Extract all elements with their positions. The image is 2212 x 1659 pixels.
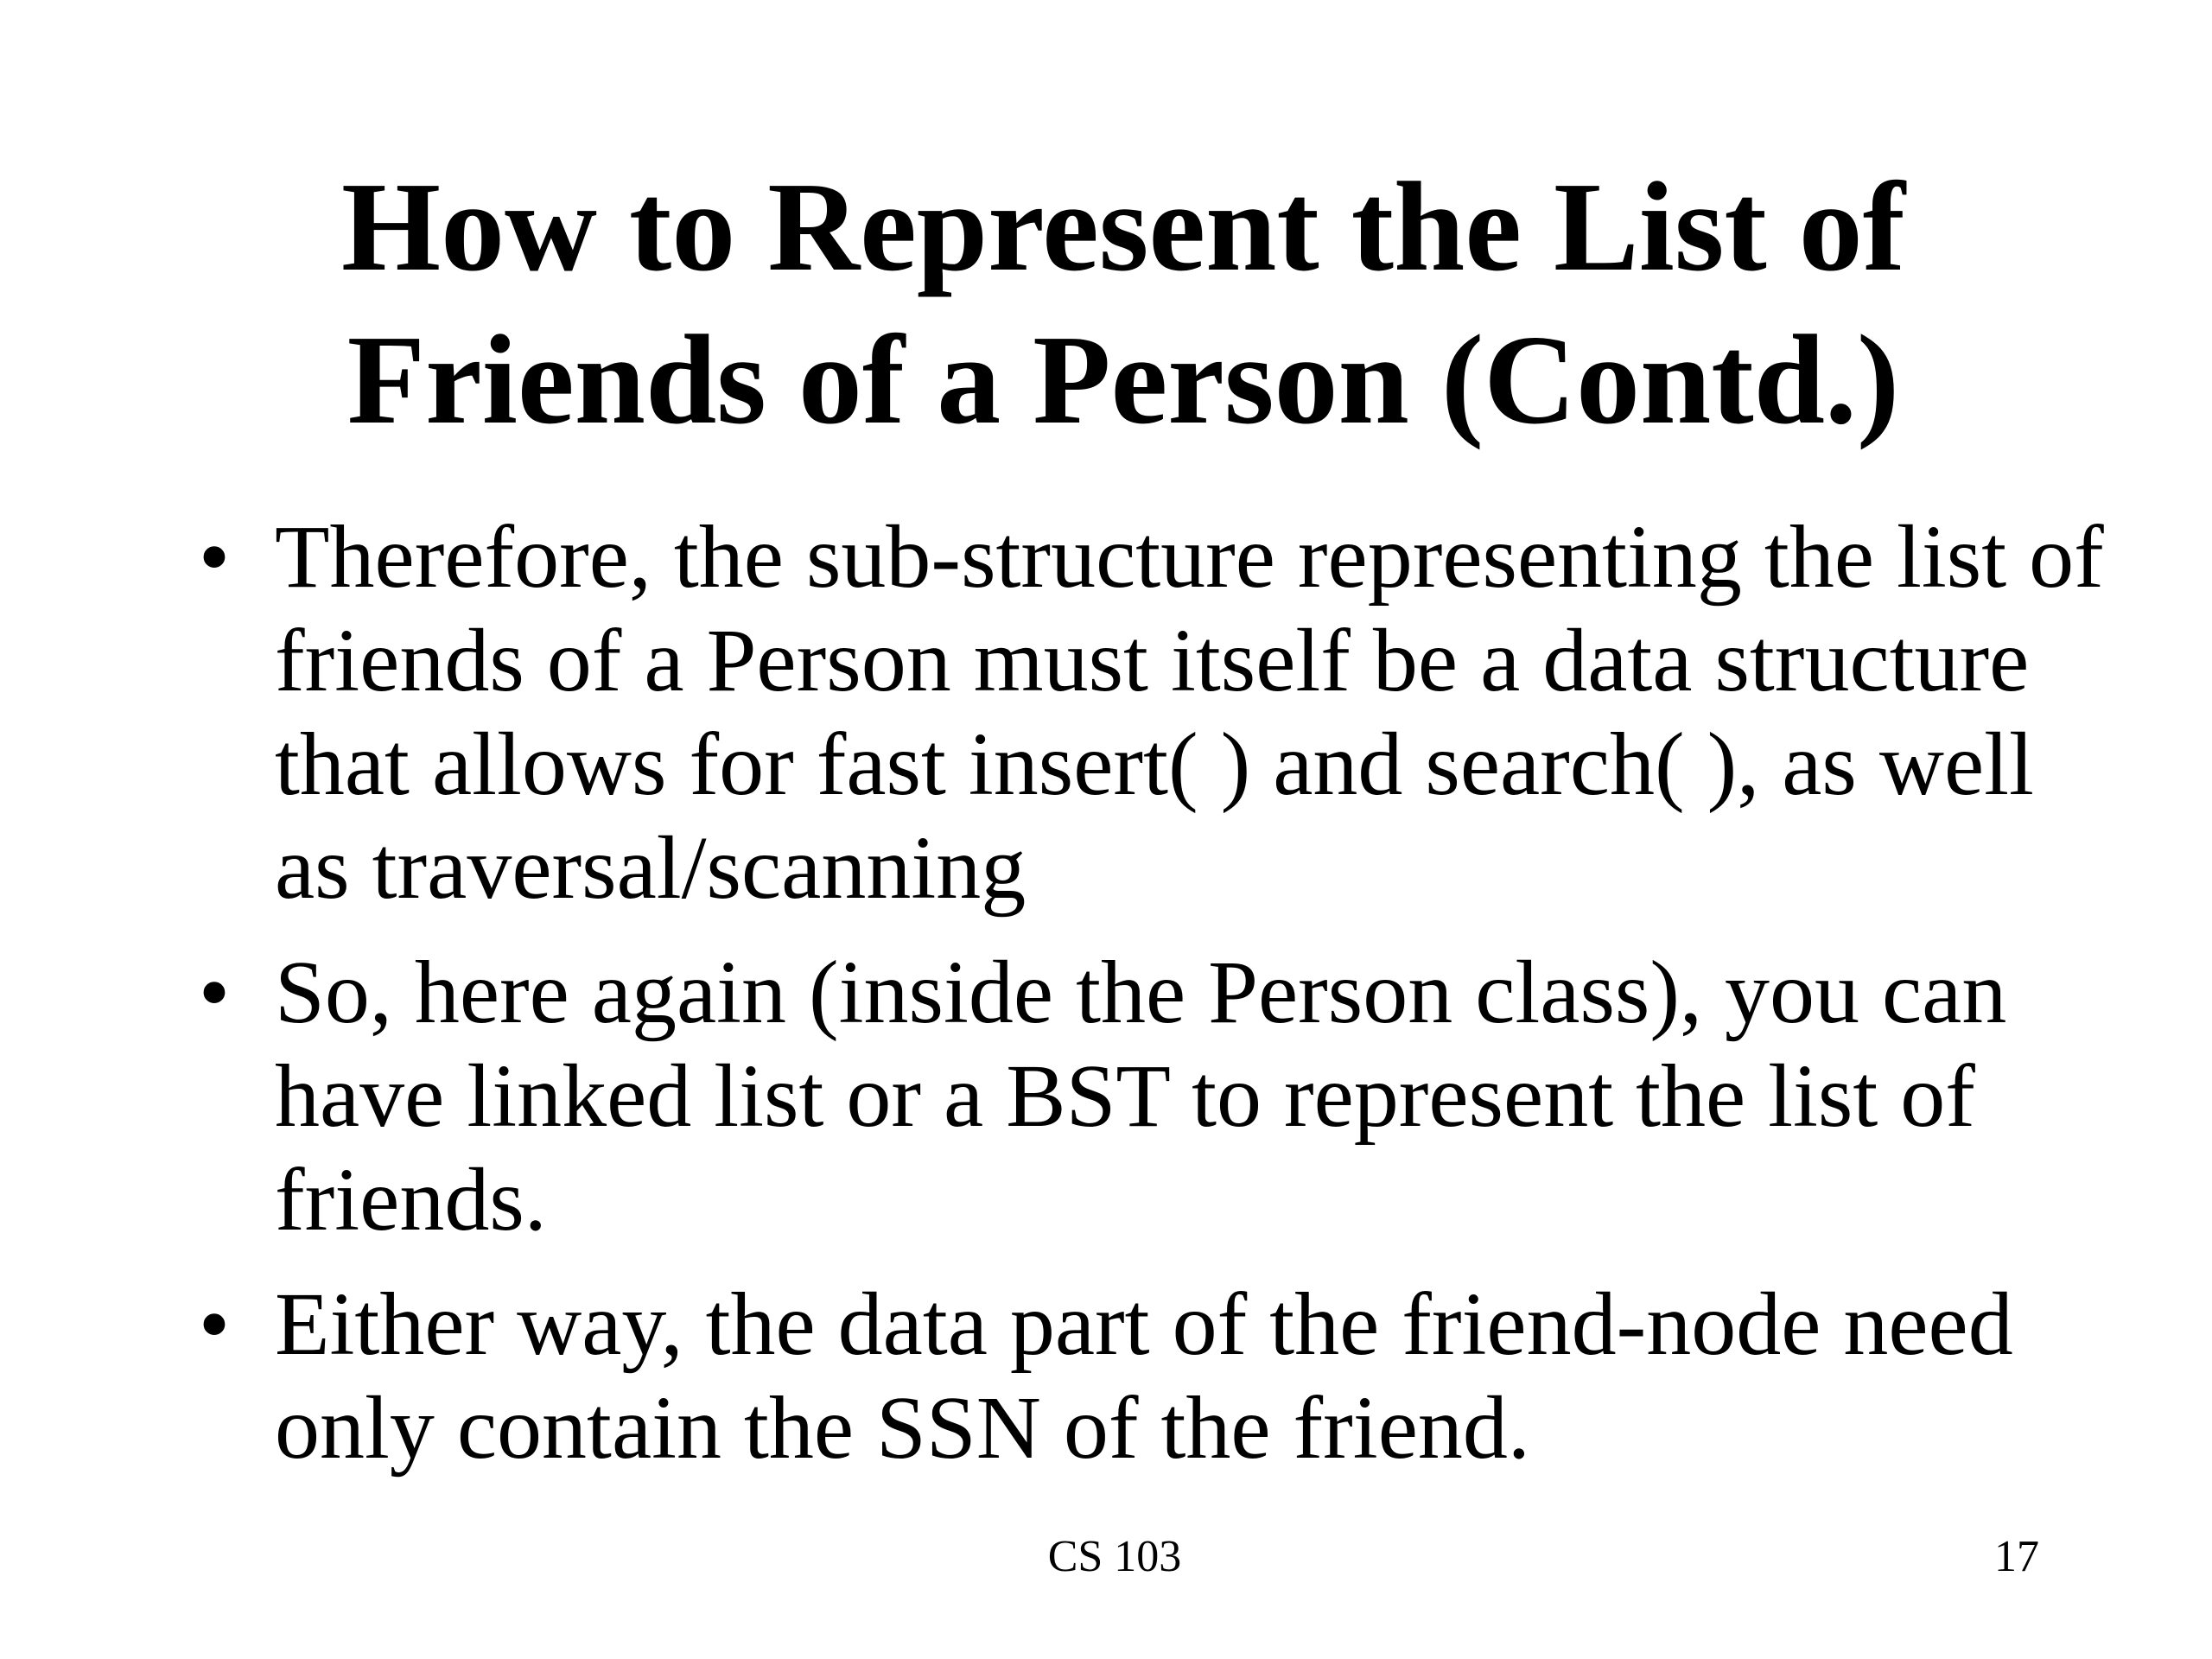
bullet-item-1 bbox=[188, 505, 2133, 920]
bullet-2-line-3: friends. bbox=[275, 1150, 547, 1249]
bullet-1-line-3: that allows for fast insert( ) and search( ), as well bbox=[275, 715, 2034, 814]
slide-title bbox=[156, 151, 2091, 457]
slide-title-line-1: How to Represent the List of bbox=[340, 156, 1906, 298]
footer-course-label: CS 103 bbox=[1047, 1532, 1182, 1581]
bullet-1-line-1: Therefore, the sub-structure representing the list of bbox=[275, 507, 2104, 607]
bullet-dot-icon: • bbox=[198, 507, 231, 607]
bullet-3-line-1: Either way, the data part of the friend-node need bbox=[275, 1274, 2013, 1374]
bullet-dot-icon: • bbox=[198, 1274, 231, 1374]
bullet-2-line-1: So, here again (inside the Person class), you can bbox=[275, 943, 2007, 1042]
bullet-3-line-2: only contain the SSN of the friend. bbox=[275, 1378, 1530, 1478]
bullet-2-line-2: have linked list or a BST to represent the list of bbox=[275, 1046, 1975, 1146]
bullet-item-2 bbox=[188, 941, 2133, 1252]
bullet-1-line-2: friends of a Person must itself be a data structure bbox=[275, 611, 2030, 710]
bullet-dot-icon: • bbox=[198, 943, 231, 1042]
bullet-1-line-4: as traversal/scanning bbox=[275, 818, 1027, 918]
bullet-list bbox=[188, 505, 2133, 1501]
footer-page-number: 17 bbox=[1994, 1532, 2039, 1581]
bullet-item-3 bbox=[188, 1273, 2133, 1480]
slide-title-line-2: Friends of a Person (Contd.) bbox=[346, 309, 1900, 451]
